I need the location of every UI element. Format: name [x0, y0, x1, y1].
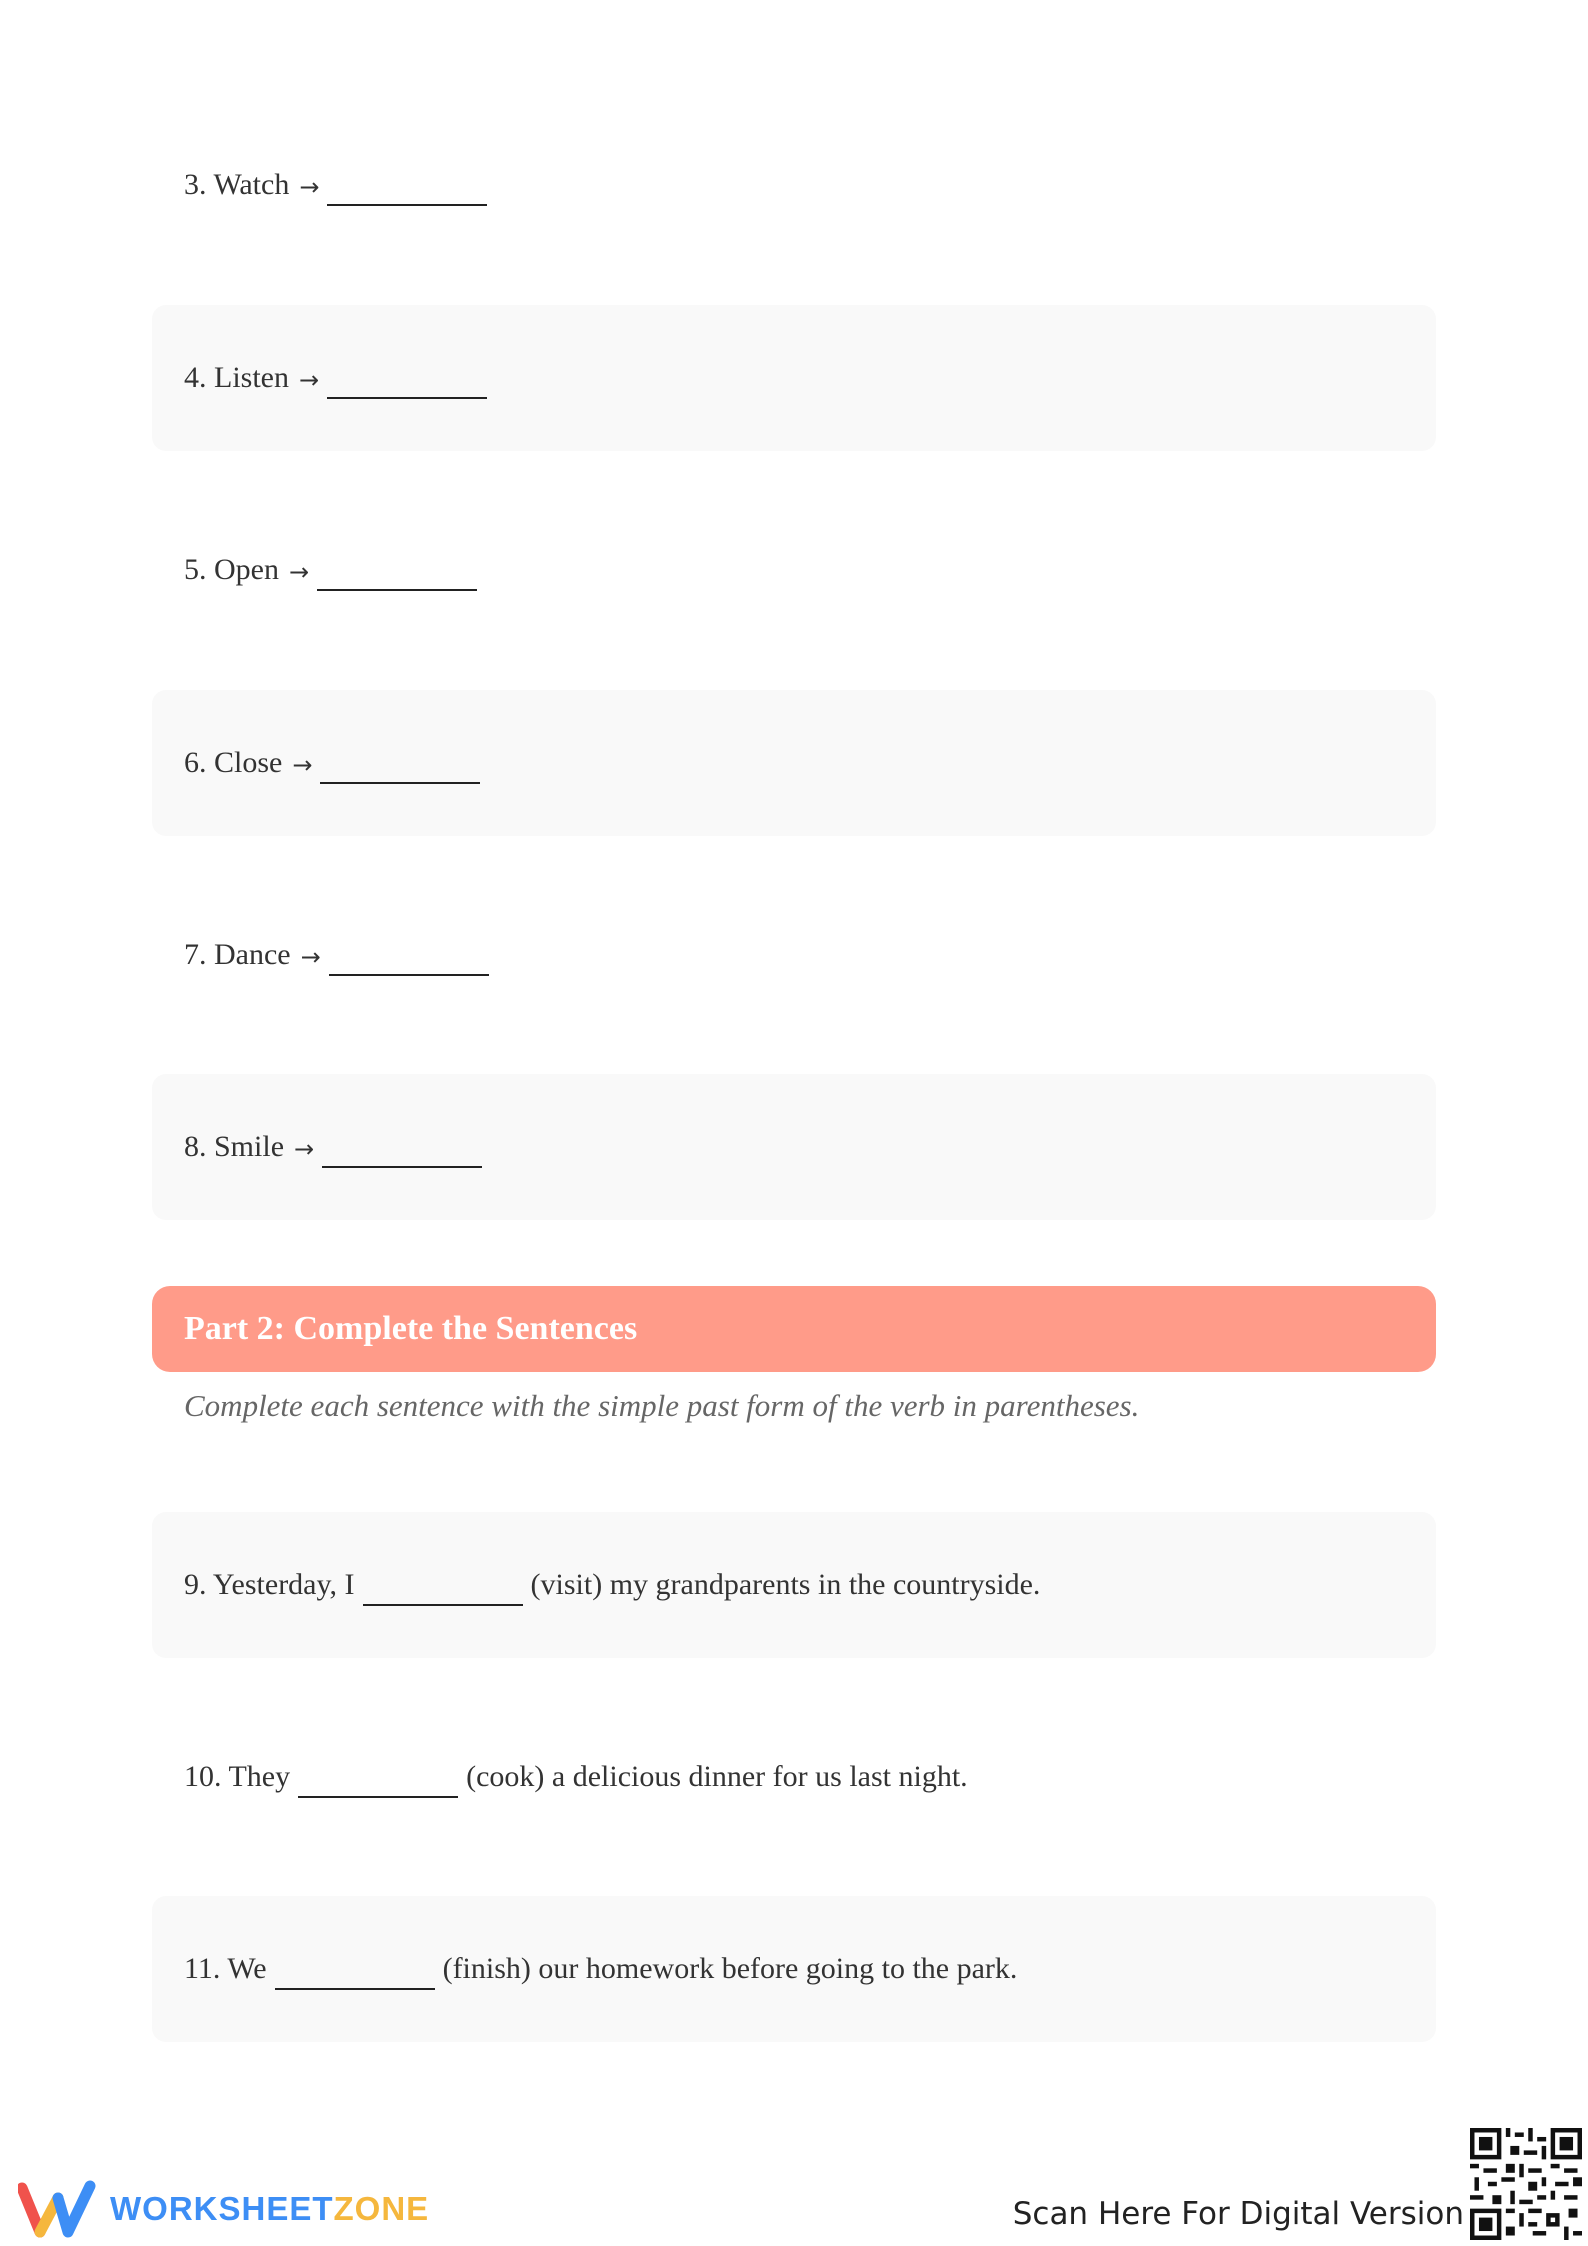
answer-blank[interactable] [329, 974, 489, 976]
verb-item-6 [152, 690, 1436, 836]
verb-label: 7. Dance [184, 938, 291, 971]
verb-label: 8. Smile [184, 1130, 285, 1163]
scan-caption: Scan Here For Digital Version [1012, 2196, 1464, 2232]
arrow-icon: → [288, 558, 310, 586]
sentence-start: 11. We [184, 1952, 267, 1985]
answer-blank[interactable] [320, 782, 480, 784]
verb-item-7 [152, 882, 1436, 1028]
verb-label: 3. Watch [184, 168, 290, 201]
answer-blank[interactable] [327, 397, 487, 399]
verb-label: 4. Listen [184, 361, 289, 394]
sentence-end: (visit) my grandparents in the countryside. [530, 1568, 1041, 1601]
verb-item-4 [152, 305, 1436, 451]
sentence-end: (finish) our homework before going to the park. [442, 1952, 1018, 1985]
sentence-start: 9. Yesterday, I [184, 1568, 355, 1601]
verb-label: 6. Close [184, 746, 283, 779]
arrow-icon: → [292, 751, 313, 779]
worksheetzone-logo [18, 2180, 429, 2238]
logo-mark-icon [18, 2180, 96, 2238]
arrow-icon: → [300, 943, 321, 971]
sentence-item-10 [152, 1704, 1436, 1850]
verb-item-8 [152, 1074, 1436, 1220]
answer-blank[interactable] [322, 1166, 482, 1168]
arrow-icon: → [299, 173, 320, 201]
logo-text: WORKSHEETZONE [110, 2190, 430, 2227]
qr-code-icon[interactable] [1470, 2128, 1582, 2240]
section-title: Part 2: Complete the Sentences [184, 1310, 638, 1347]
arrow-icon: → [299, 366, 320, 394]
instruction-text: Complete each sentence with the simple past form of the verb in parentheses. [184, 1388, 1140, 1423]
arrow-icon: → [294, 1135, 315, 1163]
sentence-start: 10. They [184, 1760, 291, 1793]
verb-item-3 [152, 112, 1436, 258]
answer-blank[interactable] [275, 1988, 435, 1990]
answer-blank[interactable] [363, 1604, 523, 1606]
answer-blank[interactable] [317, 589, 477, 591]
sentence-item-9 [152, 1512, 1436, 1658]
answer-blank[interactable] [327, 204, 487, 206]
answer-blank[interactable] [298, 1796, 458, 1798]
sentence-item-11 [152, 1896, 1436, 2042]
section-header [152, 1286, 1436, 1372]
sentence-end: (cook) a delicious dinner for us last night. [466, 1760, 968, 1793]
verb-label: 5. Open [184, 553, 279, 586]
verb-item-5 [152, 497, 1436, 643]
